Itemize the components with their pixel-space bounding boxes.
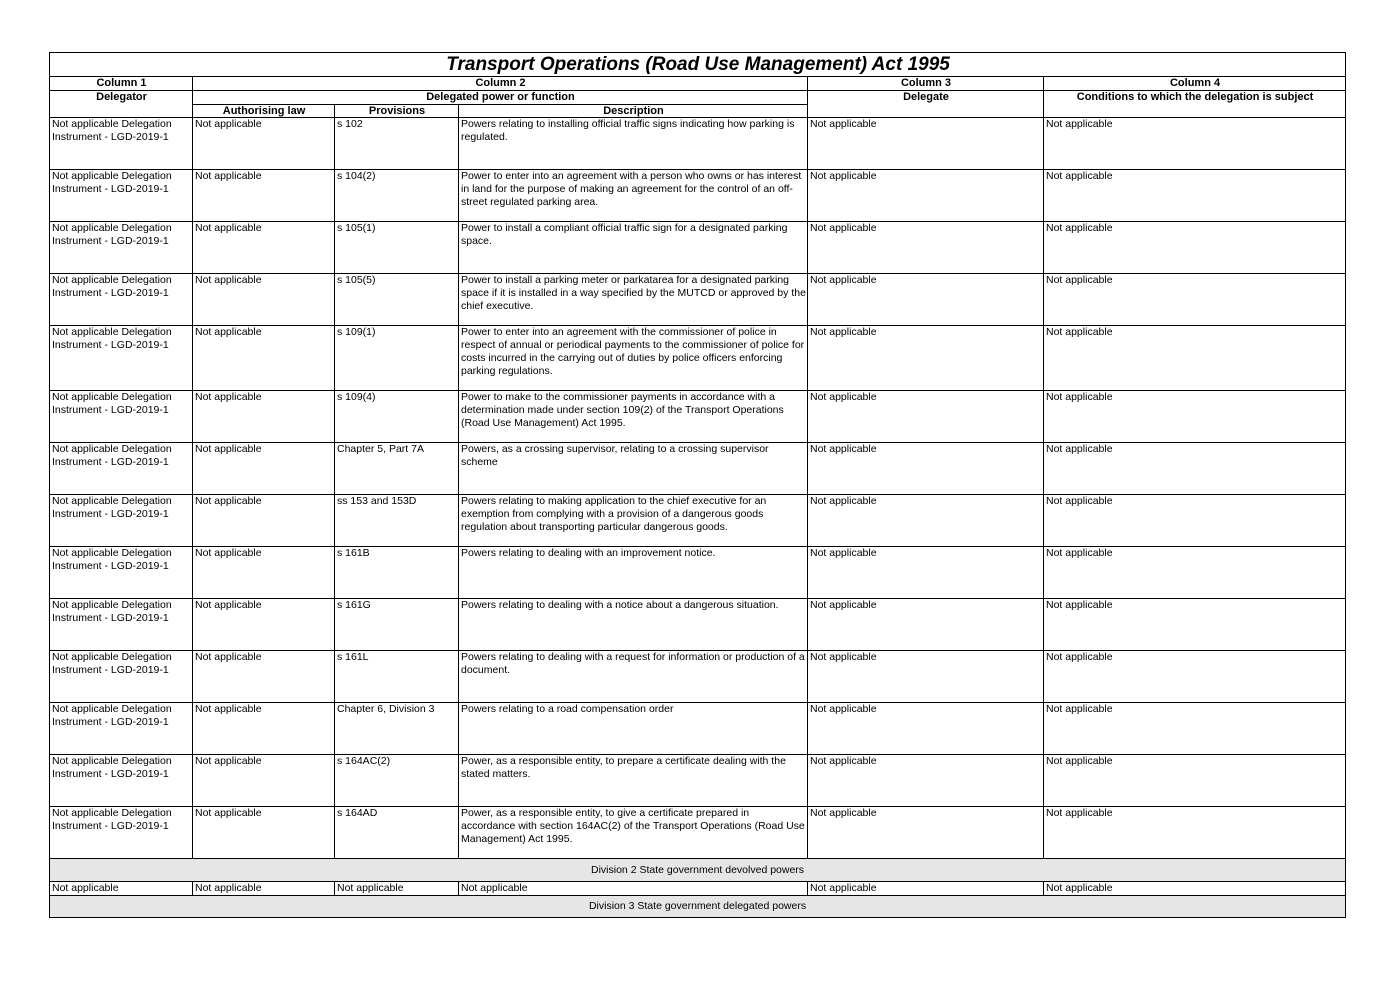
column4-header: Column 4 [1044,77,1346,91]
conditions-cell: Not applicable [1044,274,1346,326]
authorising-law-cell: Not applicable [193,495,335,547]
conditions-cell: Not applicable [1044,326,1346,391]
column3-header: Column 3 [808,77,1044,91]
description-cell: Power, as a responsible entity, to prepare a certificate dealing with the stated matters. [459,755,808,807]
provision-cell: Not applicable [335,882,459,896]
delegated-power-header: Delegated power or function [193,91,808,105]
conditions-cell: Not applicable [1044,807,1346,859]
delegator-cell: Not applicable Delegation Instrument - LGD-2019-1 [50,807,193,859]
authorising-law-cell: Not applicable [193,651,335,703]
conditions-cell: Not applicable [1044,443,1346,495]
delegator-cell: Not applicable Delegation Instrument - LGD-2019-1 [50,391,193,443]
provision-cell: ss 153 and 153D [335,495,459,547]
description-cell: Powers relating to making application to the chief executive for an exemption from complying with a provision of a dangerous goods regulation about transporting particular dangerous goods. [459,495,808,547]
delegator-cell: Not applicable Delegation Instrument - LGD-2019-1 [50,599,193,651]
conditions-cell: Not applicable [1044,118,1346,170]
description-cell: Powers relating to installing official traffic signs indicating how parking is regulated. [459,118,808,170]
table-row [50,222,1346,274]
description-cell: Power to install a parking meter or parkatarea for a designated parking space if it is installed in a way specified by the MUTCD or approved by the chief executive. [459,274,808,326]
delegator-cell: Not applicable Delegation Instrument - LGD-2019-1 [50,274,193,326]
authorising-law-cell: Not applicable [193,703,335,755]
provision-cell: s 161G [335,599,459,651]
provision-cell: s 109(4) [335,391,459,443]
delegate-cell: Not applicable [808,755,1044,807]
conditions-cell: Not applicable [1044,651,1346,703]
authorising-law-cell: Not applicable [193,326,335,391]
delegator-cell: Not applicable Delegation Instrument - LGD-2019-1 [50,326,193,391]
description-cell: Power to make to the commissioner payments in accordance with a determination made under section 109(2) of the Transport Operations (Road Use Management) Act 1995. [459,391,808,443]
delegator-header: Delegator [50,91,193,118]
delegate-cell: Not applicable [808,599,1044,651]
authorising-law-cell: Not applicable [193,222,335,274]
delegator-cell: Not applicable Delegation Instrument - LGD-2019-1 [50,651,193,703]
delegator-cell: Not applicable Delegation Instrument - LGD-2019-1 [50,170,193,222]
table-row [50,755,1346,807]
conditions-cell: Not applicable [1044,599,1346,651]
conditions-cell: Not applicable [1044,495,1346,547]
authorising-law-cell: Not applicable [193,755,335,807]
delegate-cell: Not applicable [808,391,1044,443]
delegate-cell: Not applicable [808,326,1044,391]
provision-cell: s 109(1) [335,326,459,391]
table-title: Transport Operations (Road Use Management) Act 1995 [50,53,1346,77]
conditions-cell: Not applicable [1044,222,1346,274]
description-cell: Power, as a responsible entity, to give a certificate prepared in accordance with section 164AC(2) of the Transport Operations (Road Use Management) Act 1995. [459,807,808,859]
description-header: Description [459,105,808,118]
delegate-cell: Not applicable [808,807,1044,859]
description-cell: Powers, as a crossing supervisor, relating to a crossing supervisor scheme [459,443,808,495]
delegate-cell: Not applicable [808,118,1044,170]
delegator-cell: Not applicable Delegation Instrument - LGD-2019-1 [50,703,193,755]
delegate-cell: Not applicable [808,170,1044,222]
delegate-cell: Not applicable [808,882,1044,896]
conditions-cell: Not applicable [1044,170,1346,222]
delegator-cell: Not applicable Delegation Instrument - LGD-2019-1 [50,495,193,547]
provision-cell: s 105(5) [335,274,459,326]
description-cell: Power to install a compliant official traffic sign for a designated parking space. [459,222,808,274]
table-row [50,807,1346,859]
description-cell: Powers relating to dealing with a notice about a dangerous situation. [459,599,808,651]
conditions-cell: Not applicable [1044,882,1346,896]
authorising-law-cell: Not applicable [193,882,335,896]
table-row [50,651,1346,703]
authorising-law-cell: Not applicable [193,547,335,599]
delegate-cell: Not applicable [808,547,1044,599]
conditions-cell: Not applicable [1044,703,1346,755]
provision-cell: s 104(2) [335,170,459,222]
description-cell: Not applicable [459,882,808,896]
column2-header: Column 2 [193,77,808,91]
provision-cell: s 161L [335,651,459,703]
delegate-cell: Not applicable [808,495,1044,547]
delegate-cell: Not applicable [808,703,1044,755]
delegate-cell: Not applicable [808,274,1044,326]
provision-cell: Chapter 6, Division 3 [335,703,459,755]
authorising-law-cell: Not applicable [193,807,335,859]
provision-cell: Chapter 5, Part 7A [335,443,459,495]
description-cell: Powers relating to dealing with a request for information or production of a document. [459,651,808,703]
authorising-law-cell: Not applicable [193,599,335,651]
description-cell: Power to enter into an agreement with a person who owns or has interest in land for the purpose of making an agreement for the control of an off-street regulated parking area. [459,170,808,222]
provisions-header: Provisions [335,105,459,118]
description-cell: Powers relating to dealing with an improvement notice. [459,547,808,599]
authorising-law-cell: Not applicable [193,274,335,326]
division3-heading: Division 3 State government delegated powers [50,896,1346,918]
delegate-header: Delegate [808,91,1044,118]
conditions-cell: Not applicable [1044,391,1346,443]
table-row [50,547,1346,599]
delegator-cell: Not applicable Delegation Instrument - LGD-2019-1 [50,443,193,495]
description-cell: Power to enter into an agreement with the commissioner of police in respect of annual or periodical payments to the commissioner of police for costs incurred in the carrying out of duties by police officers enforcing parking regulations. [459,326,808,391]
table-row [50,882,1346,896]
delegator-cell: Not applicable Delegation Instrument - LGD-2019-1 [50,222,193,274]
delegate-cell: Not applicable [808,222,1044,274]
table-row [50,599,1346,651]
table-row [50,170,1346,222]
provision-cell: s 102 [335,118,459,170]
table-row [50,118,1346,170]
conditions-header: Conditions to which the delegation is subject [1044,91,1346,118]
table-row [50,274,1346,326]
conditions-cell: Not applicable [1044,547,1346,599]
provision-cell: s 164AC(2) [335,755,459,807]
table-row [50,443,1346,495]
delegate-cell: Not applicable [808,651,1044,703]
provision-cell: s 105(1) [335,222,459,274]
table-row [50,326,1346,391]
authorising-law-cell: Not applicable [193,118,335,170]
division2-heading: Division 2 State government devolved powers [50,859,1346,882]
delegate-cell: Not applicable [808,443,1044,495]
table-row [50,495,1346,547]
provision-cell: s 161B [335,547,459,599]
column1-header: Column 1 [50,77,193,91]
description-cell: Powers relating to a road compensation order [459,703,808,755]
table-row [50,391,1346,443]
conditions-cell: Not applicable [1044,755,1346,807]
authorising-law-cell: Not applicable [193,391,335,443]
table-row [50,703,1346,755]
delegation-table [49,52,1346,918]
delegator-cell: Not applicable [50,882,193,896]
authorising-law-header: Authorising law [193,105,335,118]
delegator-cell: Not applicable Delegation Instrument - LGD-2019-1 [50,755,193,807]
authorising-law-cell: Not applicable [193,170,335,222]
authorising-law-cell: Not applicable [193,443,335,495]
delegator-cell: Not applicable Delegation Instrument - LGD-2019-1 [50,547,193,599]
delegator-cell: Not applicable Delegation Instrument - LGD-2019-1 [50,118,193,170]
provision-cell: s 164AD [335,807,459,859]
